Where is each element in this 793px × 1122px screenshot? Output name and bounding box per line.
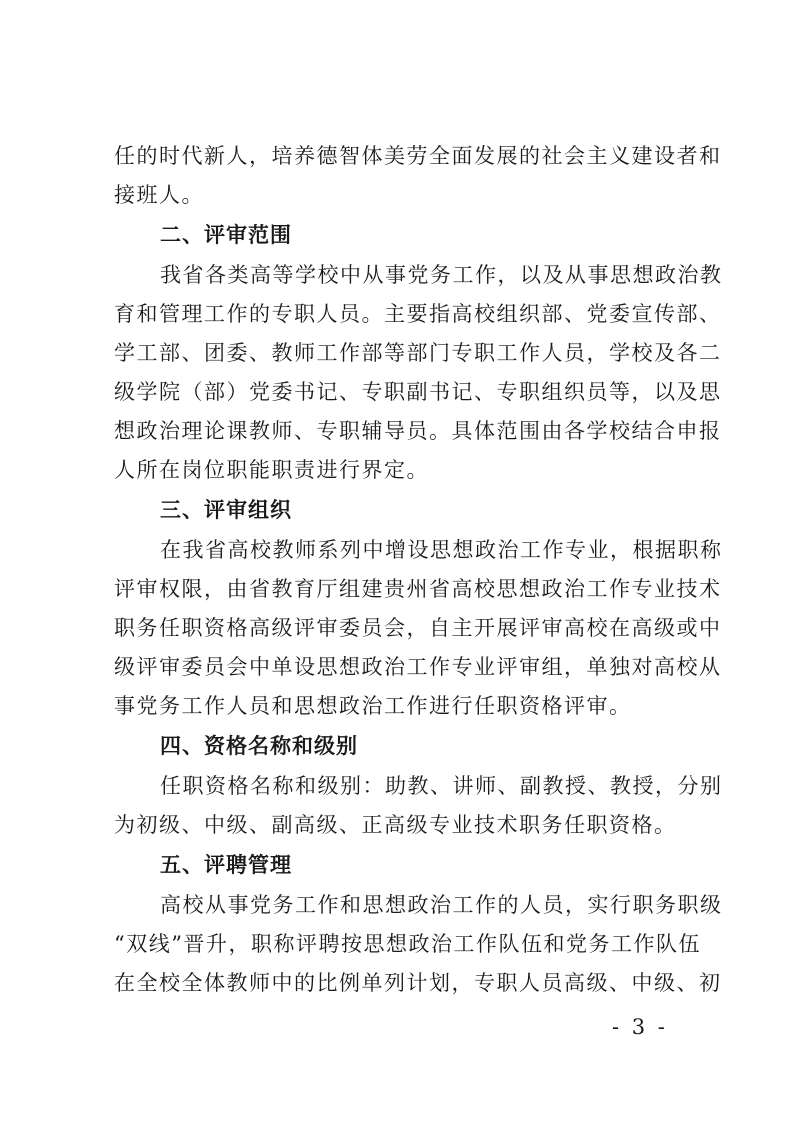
body-text-line: 任职资格名称和级别：助教、讲师、副教授、教授，分别 [160,774,723,798]
section-heading: 四、资格名称和级别 [160,734,358,758]
section-heading: 五、评聘管理 [160,853,292,877]
body-text-line: 人所在岗位职能职责进行界定。 [114,458,429,482]
body-text-line: 级评审委员会中单设思想政治工作专业评审组，单独对高校从 [114,655,722,679]
body-text-line: 高校从事党务工作和思想政治工作的人员，实行职务职级 [160,893,723,917]
body-text-line: “双线”晋升，职称评聘按思想政治工作队伍和党务工作队伍 [114,932,701,956]
body-text-line: 想政治理论课教师、专职辅导员。具体范围由各学校结合申报 [114,419,722,443]
body-text-line: 任的时代新人，培养德智体美劳全面发展的社会主义建设者和 [114,144,722,168]
body-text-line: 在我省高校教师系列中增设思想政治工作专业，根据职称 [160,538,723,562]
body-text-line: 学工部、团委、教师工作部等部门专职工作人员，学校及各二 [114,341,722,365]
body-text-line: 在全校全体教师中的比例单列计划，专职人员高级、中级、初 [114,971,722,995]
body-text-line: 级学院（部）党委书记、专职副书记、专职组织员等，以及思 [114,380,722,404]
section-heading: 三、评审组织 [160,498,292,522]
body-text-line: 我省各类高等学校中从事党务工作，以及从事思想政治教 [160,263,723,287]
body-text-line: 为初级、中级、副高级、正高级专业技术职务任职资格。 [114,813,677,837]
body-text-line: 职务任职资格高级评审委员会，自主开展评审高校在高级或中 [114,616,722,640]
body-text-line: 评审权限，由省教育厅组建贵州省高校思想政治工作专业技术 [114,577,722,601]
page-number: - 3 - [612,1015,668,1039]
body-text-line: 事党务工作人员和思想政治工作进行任职资格评审。 [114,694,632,718]
body-text-line: 接班人。 [114,183,204,207]
section-heading: 二、评审范围 [160,223,292,247]
body-text-line: 育和管理工作的专职人员。主要指高校组织部、党委宣传部、 [114,302,722,326]
